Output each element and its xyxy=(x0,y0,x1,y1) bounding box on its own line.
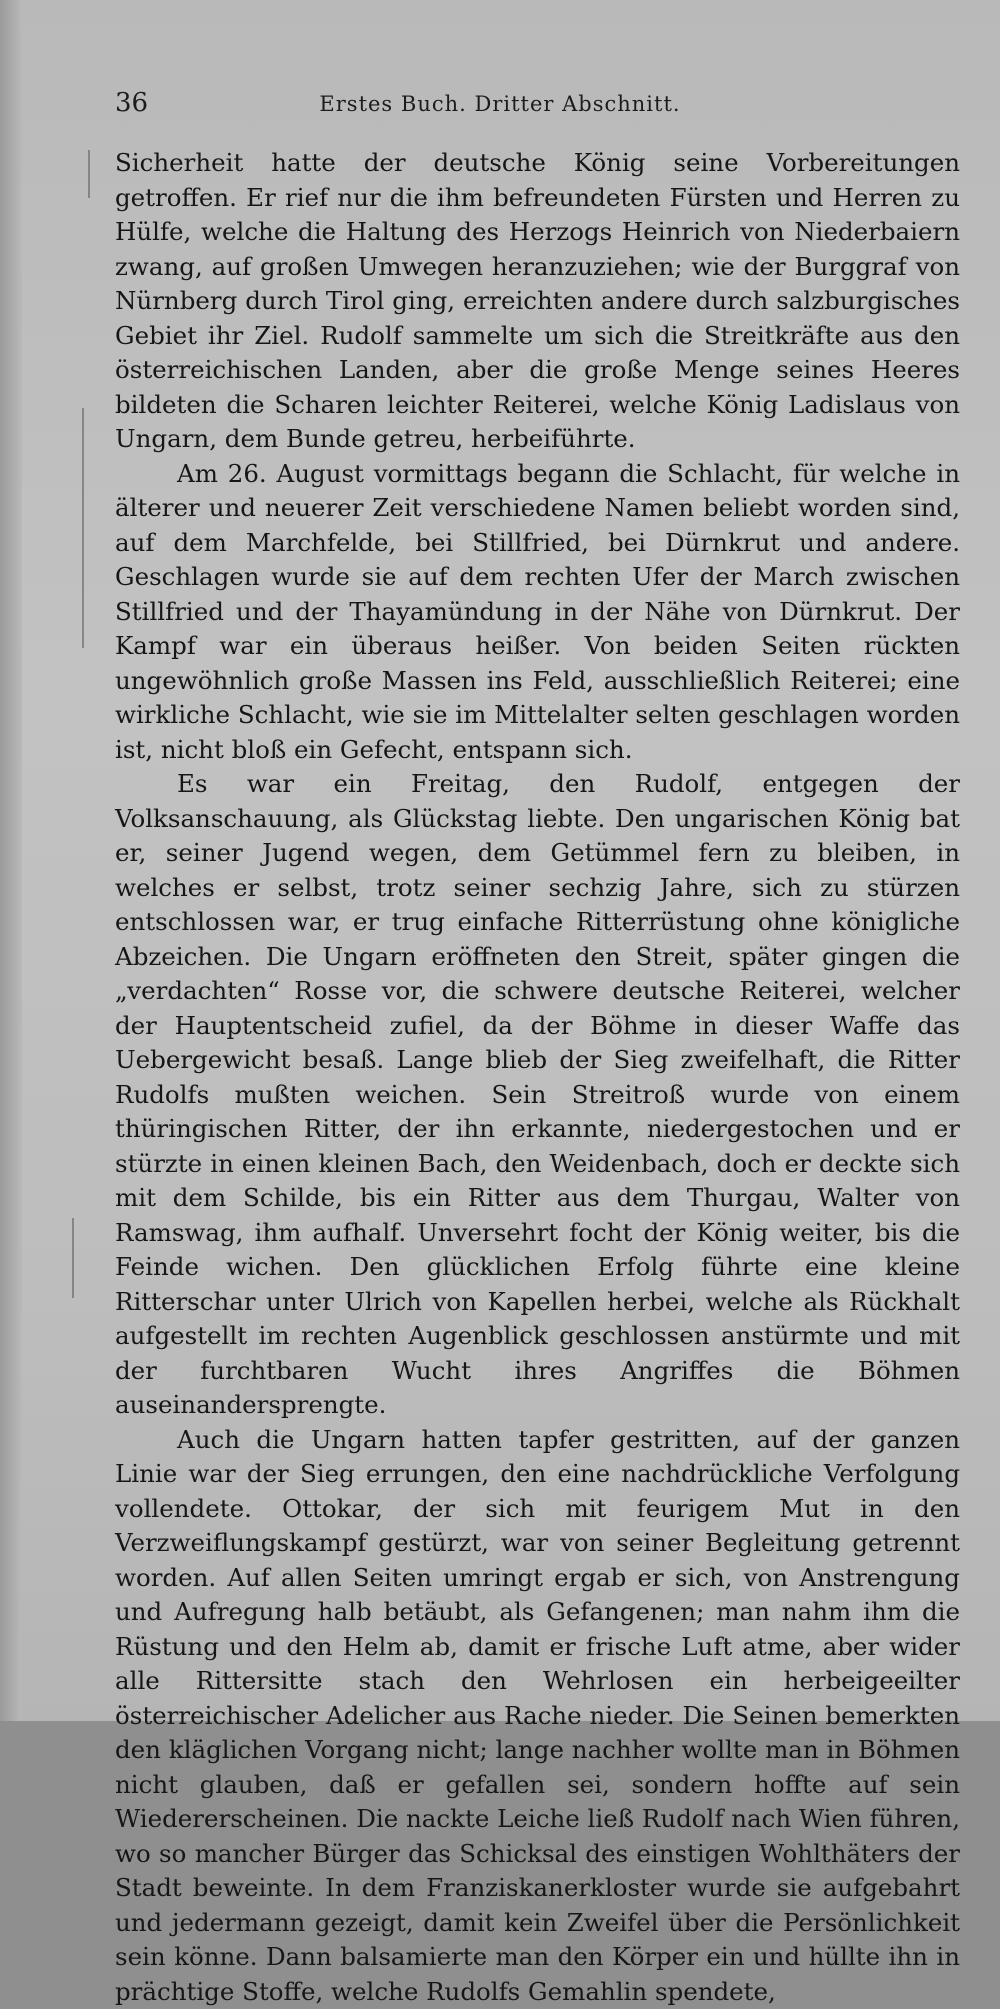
running-head: Erstes Buch. Dritter Abschnitt. xyxy=(115,92,885,116)
pencil-margin-mark xyxy=(72,1218,74,1298)
page-gutter-shadow xyxy=(0,0,22,1721)
pencil-margin-mark xyxy=(82,408,84,648)
paragraph: Sicherheit hatte der deutsche König seine Vorbereitungen getroffen. Er rief nur die ihm befreundeten Fürsten und Herren zu Hülfe, welche die Haltung des Herzogs Heinrich von Niederbaiern zwang, auf großen Umwegen heranzuziehen; wie der Burggraf von Nürnberg durch Tirol ging, erreichten andere durch salzburgisches Gebiet ihr Ziel. Rudolf sammelte um sich die Streitkräfte aus den österreichischen Landen, aber die große Menge seines Heeres bildeten die Scharen leichter Reiterei, welche König Ladislaus von Ungarn, dem Bunde getreu, herbeiführte. xyxy=(115,146,960,457)
paragraph: Am 26. August vormittags begann die Schlacht, für welche in älterer und neuerer Zeit verschiedene Namen beliebt worden sind, auf dem Marchfelde, bei Stillfried, bei Dürnkrut und andere. Geschlagen wurde sie auf dem rechten Ufer der March zwischen Stillfried und der Thayamündung in der Nähe von Dürnkrut. Der Kampf war ein überaus heißer. Von beiden Seiten rückten ungewöhnlich große Massen ins Feld, ausschließlich Reiterei; eine wirkliche Schlacht, wie sie im Mittelalter selten geschlagen worden ist, nicht bloß ein Gefecht, entspann sich. xyxy=(115,457,960,768)
paragraph: Auch die Ungarn hatten tapfer gestritten, auf der ganzen Linie war der Sieg errungen, den eine nachdrückliche Verfolgung vollendete. Ottokar, der sich mit feurigem Mut in den Verzweiflungskampf gestürzt, war von seiner Begleitung getrennt worden. Auf allen Seiten umringt ergab er sich, von Anstrengung und Aufregung halb betäubt, als Gefangenen; man nahm ihm die Rüstung und den Helm ab, damit er frische Luft atme, aber wider alle Rittersitte stach den Wehrlosen ein herbeigeeilter österreichischer Adelicher aus Rache nieder. Die Seinen bemerkten den kläglichen Vorgang nicht; lange nachher wollte man in Böhmen nicht glauben, daß er gefallen sei, sondern hoffte auf sein Wiedererscheinen. Die nackte Leiche ließ Rudolf nach Wien führen, wo so mancher Bürger das Schicksal des einstigen Wohlthäters der Stadt beweinte. In dem Franziskanerkloster wurde sie aufgebahrt und jedermann gezeigt, damit kein Zweifel über die Persönlichkeit sein könne. Dann balsamierte man den Körper ein und hüllte ihn in prächtige Stoffe, welche Rudolfs Gemahlin spendete, xyxy=(115,1423,960,2009)
paragraph: Es war ein Freitag, den Rudolf, entgegen der Volksanschauung, als Glückstag liebte. Den ungarischen König bat er, seiner Jugend wegen, dem Getümmel fern zu bleiben, in welches er selbst, trotz seiner sechzig Jahre, sich zu stürzen entschlossen war, er trug einfache Ritterrüstung ohne königliche Abzeichen. Die Ungarn eröffneten den Streit, später gingen die „verdachten“ Rosse vor, die schwere deutsche Reiterei, welcher der Hauptentscheid zufiel, da der Böhme in dieser Waffe das Uebergewicht besaß. Lange blieb der Sieg zweifelhaft, die Ritter Rudolfs mußten weichen. Sein Streitroß wurde von einem thüringischen Ritter, der ihn erkannte, niedergestochen und er stürzte in einen kleinen Bach, den Weidenbach, doch er deckte sich mit dem Schilde, bis ein Ritter aus dem Thurgau, Walter von Ramswag, ihm aufhalf. Unversehrt focht der König weiter, bis die Feinde wichen. Den glücklichen Erfolg führte eine kleine Ritterschar unter Ulrich von Kapellen herbei, welche als Rückhalt aufgestellt im rechten Augenblick geschlossen anstürmte und mit der furchtbaren Wucht ihres Angriffes die Böhmen auseinandersprengte. xyxy=(115,767,960,1423)
page-header xyxy=(115,88,885,128)
body-text xyxy=(115,146,960,2009)
page-number: 36 xyxy=(115,88,148,118)
pencil-margin-mark xyxy=(88,150,90,198)
